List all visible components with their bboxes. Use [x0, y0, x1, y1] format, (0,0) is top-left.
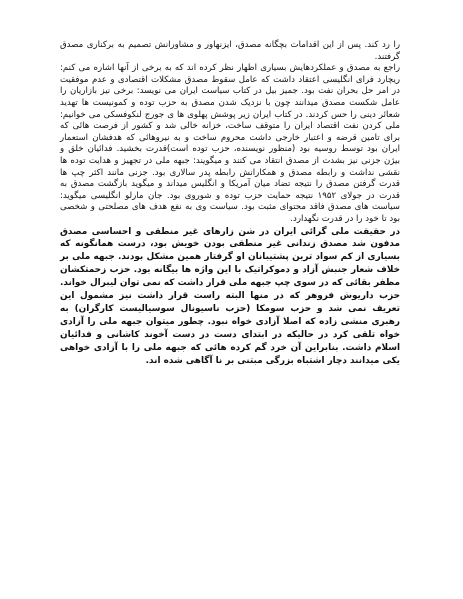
paragraph-opinions: راجع به مصدق و عملکردهایش بسیاری اظهار نظر کرده اند که به برخی از آنها اشاره می کنم: ریچارد فرای انگلیسی اعتقاد داشت که عامل سقوط مصدق مشکلات اقتصادی و عدم موفقیت در امر حل بحران نفت بود. جمیز بیل در کتاب سیاست ایران می نویسد: برخی نیز بازاریان را عامل شکست مصدق میدانند چون با نزدیک شدن مصدق به حزب توده و کمونیست ها تهدید شعائر دینی را حس کردند. در کتاب ایران زیر پوشش پهلوی ها ی جورج لنکوفسکی می خوانیم: ملی کردن نفت اقتصاد ایران را متوقف ساخت، خزانه خالی شد و کشور از فرصت هائی که برای تامین قرضه و اعتبار خارجی داشت محروم ساخت و به نیروهائی که هدفشان استعمار ایران بود توسط روسیه بود (منظور نویسنده، حزب توده است)قدرت بخشید. فدائیان خلق و بیژن جزنی نیز بشدت از مصدق انتقاد می کنند و میگویند: جبهه ملی در تجهیز و هدایت توده ها نقشی نداشت و رابطه مصدق و همکارانش رابطه پدر سالاری بود. جزنی مانند اکثر چپ ها قدرت گرفتن مصدق را نتیجه تضاد میان آمریکا و انگلیس میداند و میگوید بازگشت مصدق به قدرت در جولای ۱۹۵۲ نتیجه حمایت حزب توده و شوروی بود. جان مارلو انگلیسی میگوید: سیاست های مصدق فاقد محتوای مثبت بود. سیاست وی به نفع هدف های مصلحتی و شخصی بود تا خود را در قدرت نگهدارد. [60, 63, 400, 224]
paragraph-intro: را رد کند. پس از این اقدامات بچگانه مصدق، ایزنهاور و مشاورانش تصمیم به برکناری مصدق گرفتند. [60, 40, 400, 62]
paragraph-conclusion: در حقیقت ملی گرائی ایران در شن زارهای غیر منطقی و احساسی مصدق مدفون شد مصدق زندانی غیر منطقی بودن خویش بود، درست همانگونه که بسیاری از کم سواد ترین پشتیبانان او گرفتار همین مشکل بودند. جبهه ملی بر خلاف شعار جنبش آزاد و دموکراتیک با این واژه ها بیگانه بود. حزب زحمتکشان مظفر بقائی که در سوی چپ جبهه ملی قرار داشت که نمی توان لیبرال خواند. حزب داریوش فروهر که در منها البته راست قرار داشت نیز مشمول این تعریف نمی شد و حزب سومکا (حزب ناسیونال سوسیالیست کارگران) به رهبری منشی زاده که اصلا آزادی خواه نبود. چطور میتوان جبهه ملی را آزادی خواه تلقی کرد در حالیکه در ابتدای دست در دست آخوند کاشانی و فدائیان اسلام داشت. بنابراین آن خرد گم کرده هائی که جبهه ملی را با آزادی خواهی یکی میدانند دچار اشتباه بزرگی مبتنی بر نا آگاهی شده اند. [60, 226, 400, 366]
document-page [60, 40, 400, 367]
